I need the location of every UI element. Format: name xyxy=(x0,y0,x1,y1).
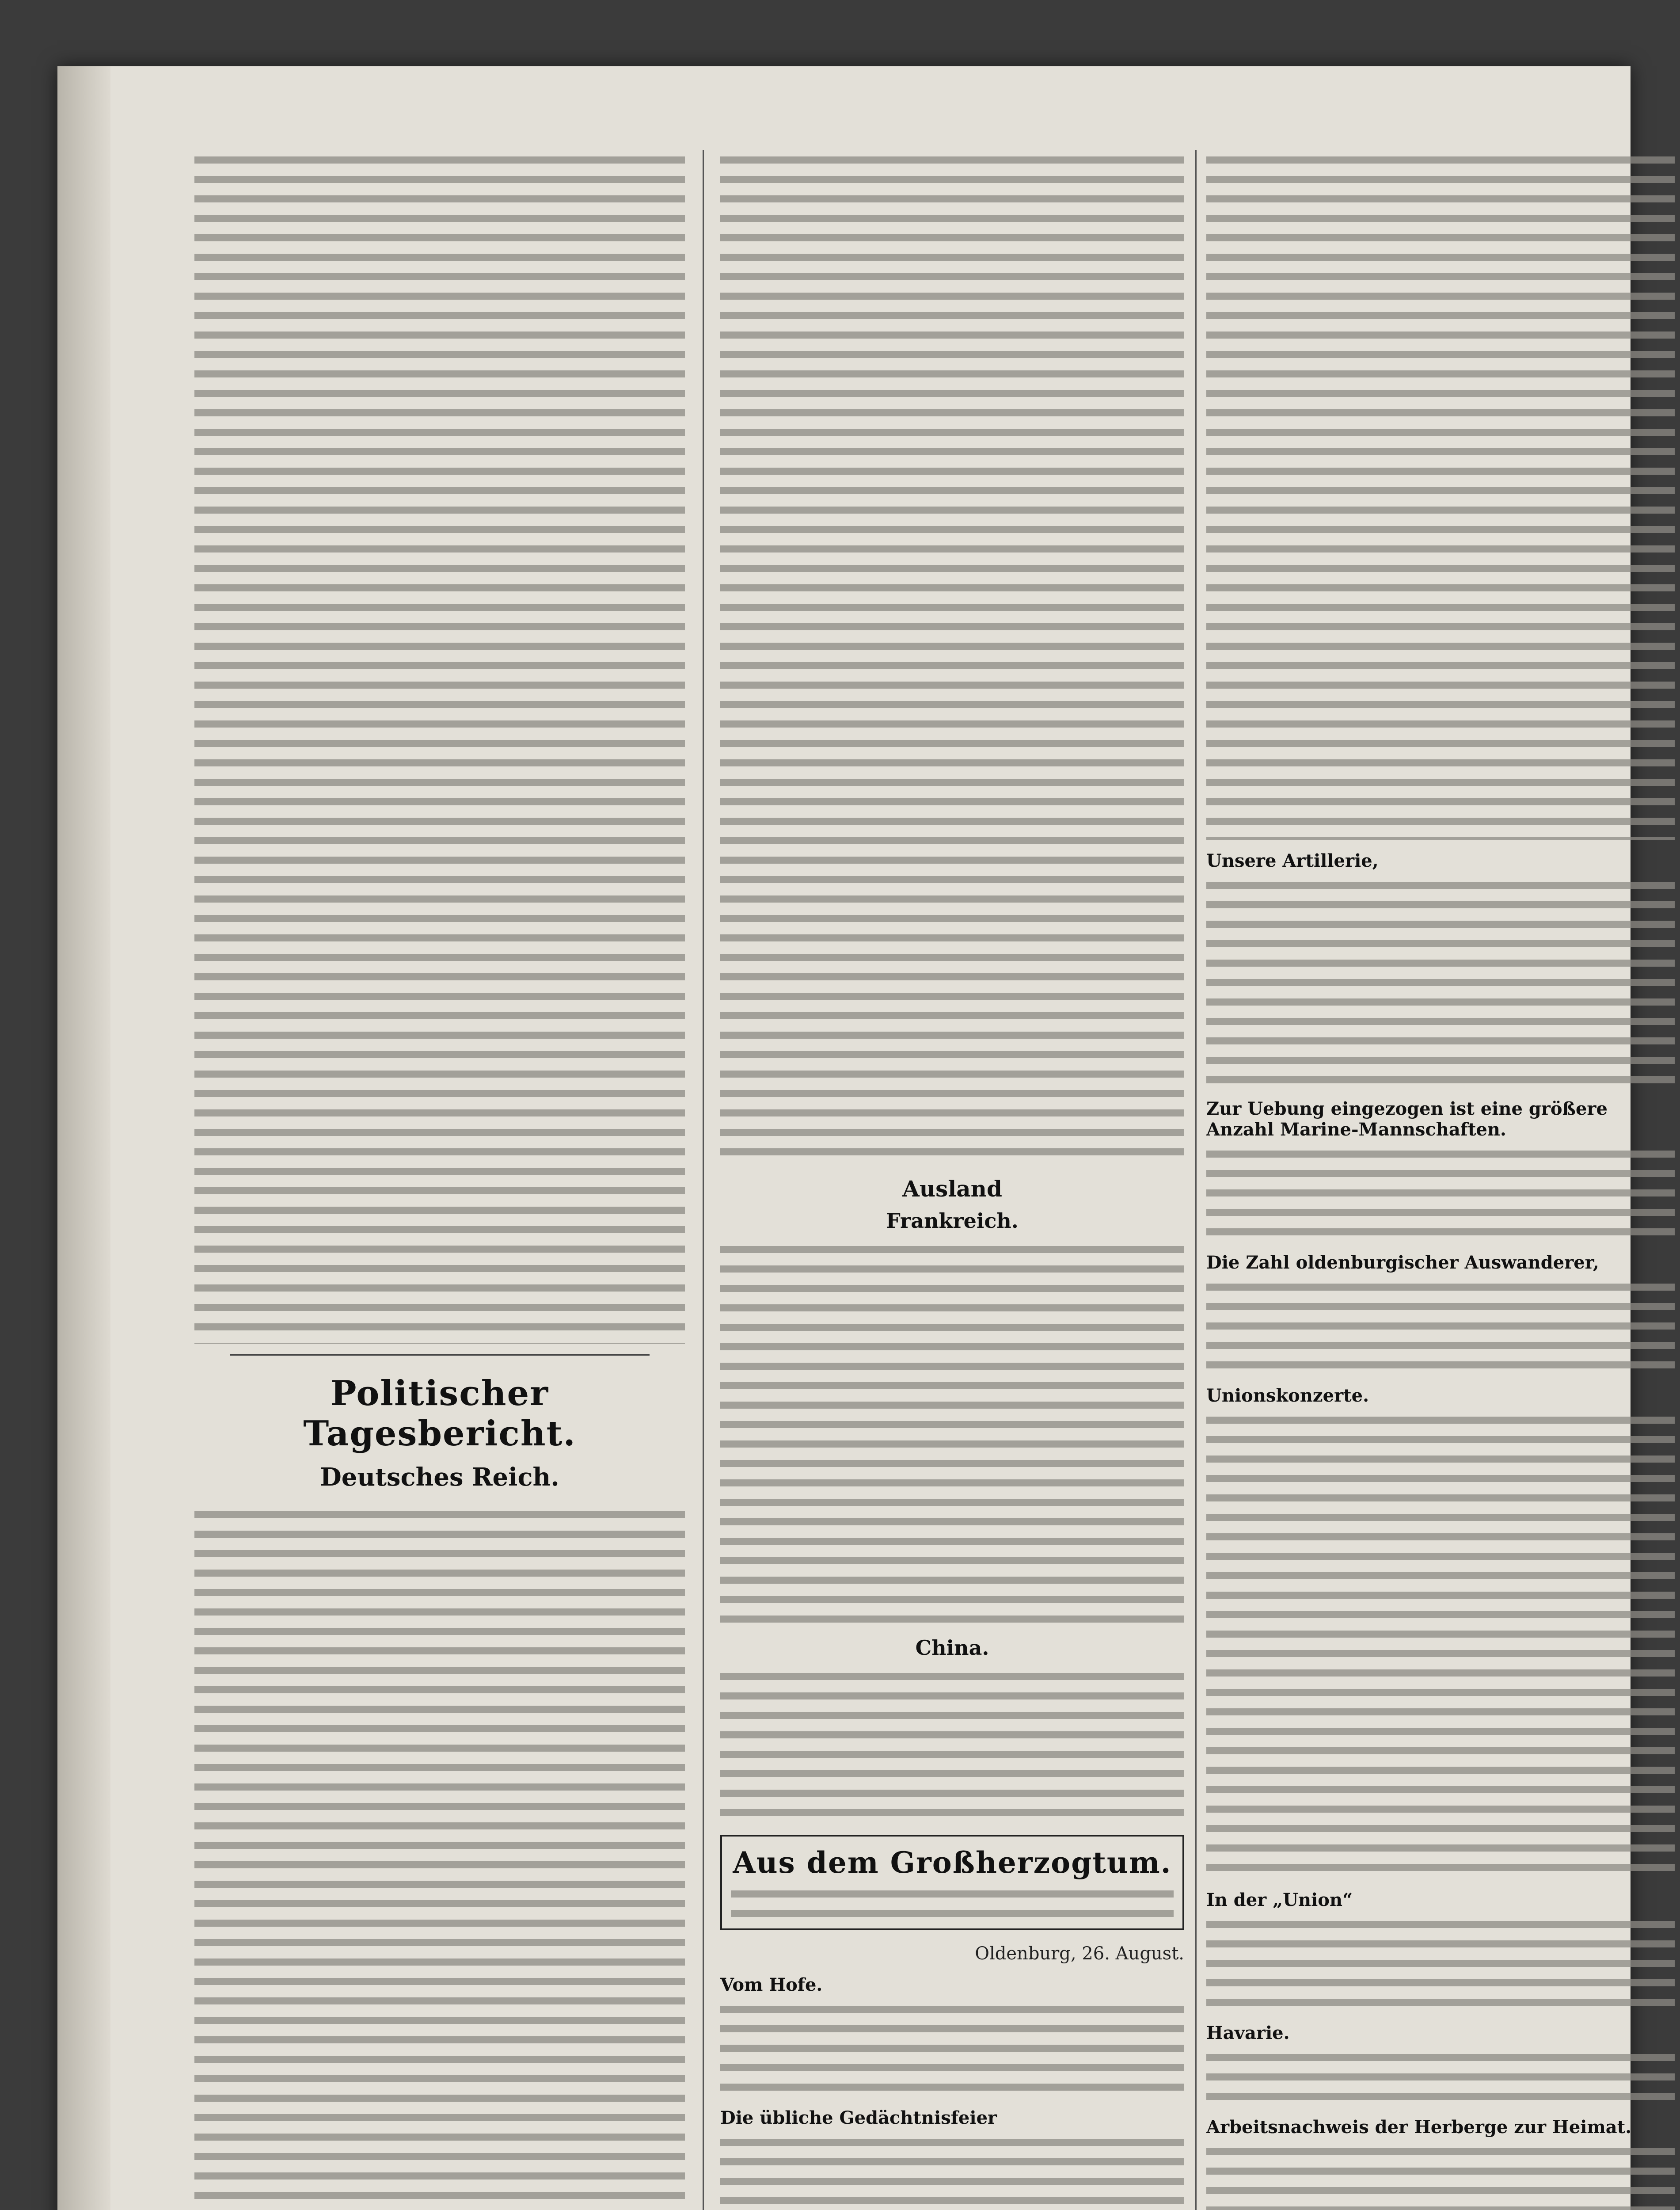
article-text-block xyxy=(1206,1915,1675,2012)
article-text-block xyxy=(1206,1410,1675,1879)
article-text-block xyxy=(720,1240,1184,1629)
article-text-block xyxy=(720,150,1184,1167)
item-heading: Die übliche Gedächtnisfeier xyxy=(720,2107,997,2128)
grossherzogtum-title: Aus dem Großherzogtum. xyxy=(733,1845,1172,1880)
article-text-block xyxy=(720,2000,1184,2097)
item-heading: Unionskonzerte. xyxy=(1206,1385,1369,1406)
article-text-block xyxy=(720,1667,1184,1821)
frankreich-heading: Frankreich. xyxy=(886,1209,1019,1233)
newspaper-page xyxy=(57,66,1631,2210)
item-heading: Zur Uebung eingezogen ist eine größere Anzahl Marine-Mannschaften. xyxy=(1206,1098,1608,1140)
article-text-block xyxy=(1206,2048,1675,2106)
article-text-block xyxy=(1206,876,1675,1088)
article-text-block xyxy=(194,1505,685,2210)
item-heading: Havarie. xyxy=(1206,2023,1290,2043)
column-rule xyxy=(703,150,704,2210)
article-text-block xyxy=(1206,2142,1675,2210)
notice-text xyxy=(731,1884,1174,1924)
article-text-block xyxy=(194,150,685,1344)
column-1 xyxy=(194,150,685,2210)
article-text-block xyxy=(1206,1277,1675,1375)
page-edge xyxy=(57,66,110,2210)
article-text-block xyxy=(720,2133,1184,2210)
section-title: Politischer Tagesbericht. xyxy=(303,1373,576,1454)
divider xyxy=(230,1354,650,1356)
item-heading: Vom Hofe. xyxy=(720,1974,823,1995)
china-heading: China. xyxy=(915,1636,989,1660)
item-heading: Unsere Artillerie, xyxy=(1206,850,1379,871)
article-text-block xyxy=(1206,1144,1675,1242)
article-text-block xyxy=(1206,150,1675,840)
item-heading: Arbeitsnachweis der Herberge zur Heimat. xyxy=(1206,2117,1632,2138)
ausland-heading: Ausland xyxy=(902,1176,1002,1202)
column-rule xyxy=(1195,150,1197,2210)
column-3 xyxy=(1206,150,1675,2210)
item-heading: Die Zahl oldenburgischer Auswanderer, xyxy=(1206,1252,1599,1273)
item-heading: In der „Union“ xyxy=(1206,1890,1353,1910)
section-subtitle: Deutsches Reich. xyxy=(320,1463,559,1492)
dateline: Oldenburg, 26. August. xyxy=(975,1943,1184,1964)
grossherzogtum-box xyxy=(720,1835,1184,1930)
column-2 xyxy=(720,150,1184,2210)
